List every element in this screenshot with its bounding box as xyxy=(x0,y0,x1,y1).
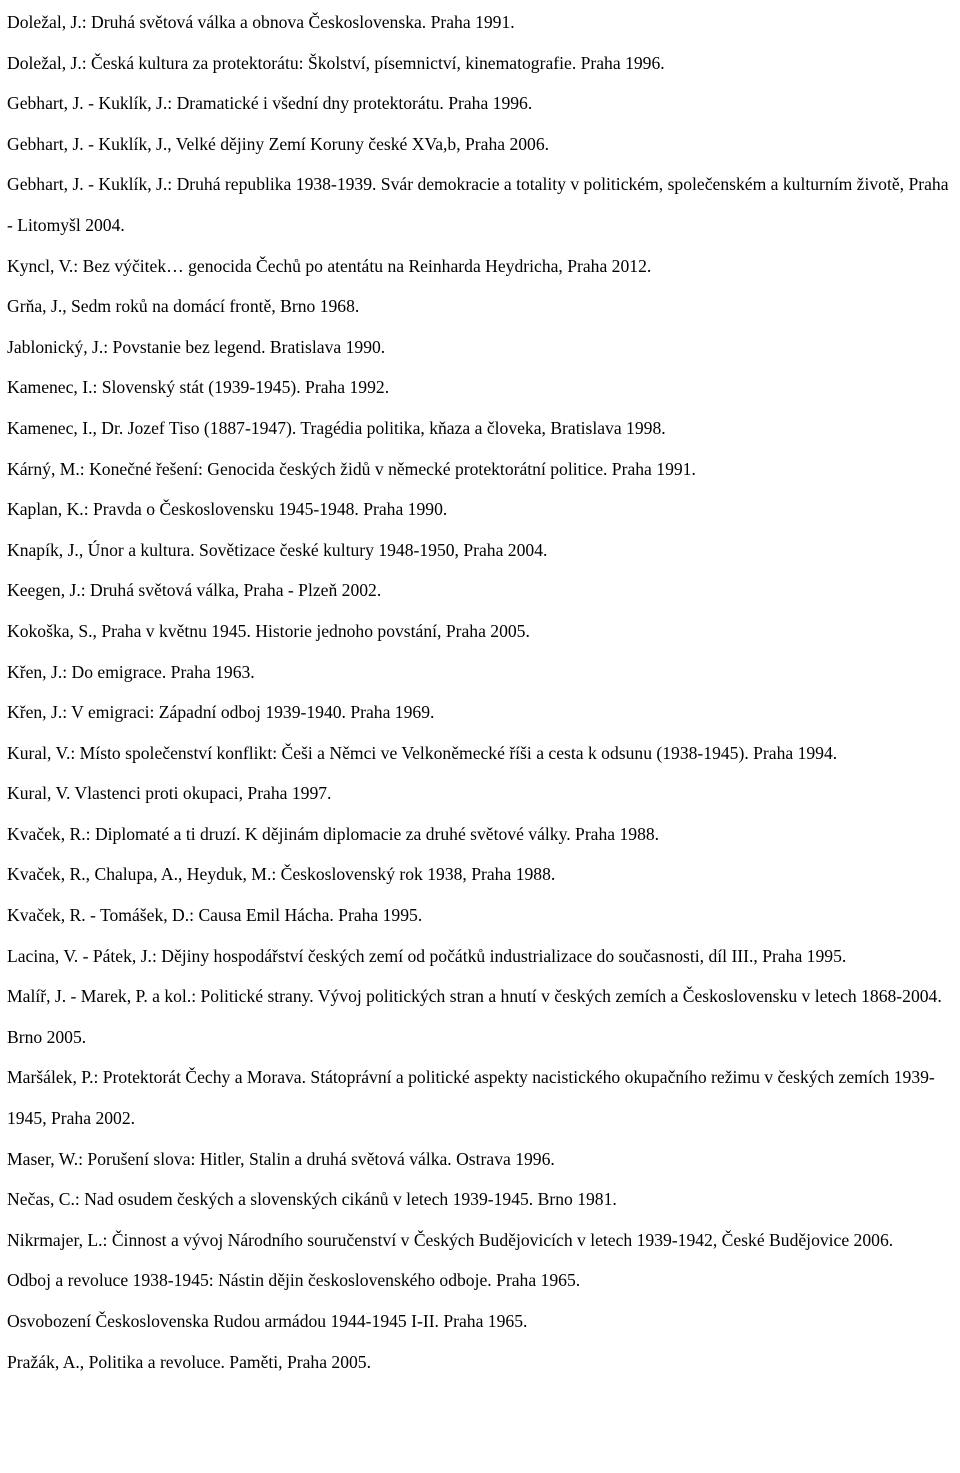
bibliography-entry: Gebhart, J. - Kuklík, J.: Dramatické i všední dny protektorátu. Praha 1996. xyxy=(7,93,533,114)
bibliography-entry: Kamenec, I., Dr. Jozef Tiso (1887-1947). Tragédia politika, kňaza a človeka, Bratislava 1998. xyxy=(7,417,666,438)
bibliography-entry: Kural, V.: Místo společenství konflikt: Češi a Němci ve Velkoněmecké říši a cesta k odsunu (1938-1945). Praha 1994. xyxy=(7,742,838,763)
bibliography-entry: Osvobození Československa Rudou armádou 1944-1945 I-II. Praha 1965. xyxy=(7,1311,528,1331)
bibliography-entry: Kyncl, V.: Bez výčitek… genocida Čechů po atentátu na Reinharda Heydricha, Praha 2012. xyxy=(7,255,652,276)
bibliography-entry: Doležal, J.: Česká kultura za protektorátu: Školství, písemnictví, kinematografie. Praha 1996. xyxy=(7,52,665,73)
bibliography-entry: Lacina, V. - Pátek, J.: Dějiny hospodářství českých zemí od počátků industrializace do současnosti, díl III., Praha 1995. xyxy=(7,945,847,966)
bibliography-entry: Kvaček, R., Chalupa, A., Heyduk, M.: Československý rok 1938, Praha 1988. xyxy=(7,864,556,885)
bibliography-entry: Grňa, J., Sedm roků na domácí frontě, Brno 1968. xyxy=(7,296,360,317)
bibliography-entry: Odboj a revoluce 1938-1945: Nástin dějin československého odboje. Praha 1965. xyxy=(7,1270,581,1291)
bibliography-entry: Pražák, A., Politika a revoluce. Paměti, Praha 2005. xyxy=(7,1351,372,1372)
bibliography-entry: Gebhart, J. - Kuklík, J., Velké dějiny Zemí Koruny české XVa,b, Praha 2006. xyxy=(7,133,550,154)
bibliography-entry: Keegen, J.: Druhá světová válka, Praha - Plzeň 2002. xyxy=(7,580,382,601)
bibliography-entry: Doležal, J.: Druhá světová válka a obnova Československa. Praha 1991. xyxy=(7,12,515,32)
bibliography-entry: Kamenec, I.: Slovenský stát (1939-1945). Praha 1992. xyxy=(7,377,390,398)
bibliography-entry: Knapík, J., Únor a kultura. Sovětizace české kultury 1948-1950, Praha 2004. xyxy=(7,539,548,560)
bibliography-entry: Kural, V. Vlastenci proti okupaci, Praha 1997. xyxy=(7,783,332,804)
bibliography-entry: Kaplan, K.: Pravda o Československu 1945-1948. Praha 1990. xyxy=(7,499,448,520)
bibliography-entry: Malíř, J. - Marek, P. a kol.: Politické strany. Vývoj politických stran a hnutí v českých zemích a Československu v letech 1868-2004. Brno 2005. xyxy=(7,986,942,1047)
bibliography-entry: Jablonický, J.: Povstanie bez legend. Bratislava 1990. xyxy=(7,336,386,357)
bibliography-entry: Křen, J.: V emigraci: Západní odboj 1939-1940. Praha 1969. xyxy=(7,702,435,723)
bibliography-entry: Nikrmajer, L.: Činnost a vývoj Národního souručenství v Českých Budějovicích v letech 1939-1942, České Budějovice 2006. xyxy=(7,1229,894,1250)
bibliography-entry: Křen, J.: Do emigrace. Praha 1963. xyxy=(7,661,255,682)
bibliography-entry: Kvaček, R.: Diplomaté a ti druzí. K dějinám diplomacie za druhé světové války. Praha 1988. xyxy=(7,823,660,844)
bibliography-entry: Kokoška, S., Praha v květnu 1945. Historie jednoho povstání, Praha 2005. xyxy=(7,620,530,641)
bibliography-list xyxy=(7,2,955,1382)
bibliography-entry: Maser, W.: Porušení slova: Hitler, Stalin a druhá světová válka. Ostrava 1996. xyxy=(7,1148,555,1169)
bibliography-entry: Nečas, C.: Nad osudem českých a slovenských cikánů v letech 1939-1945. Brno 1981. xyxy=(7,1189,617,1210)
bibliography-entry: Kárný, M.: Konečné řešení: Genocida českých židů v německé protektorátní politice. Praha 1991. xyxy=(7,458,696,479)
bibliography-entry: Maršálek, P.: Protektorát Čechy a Morava. Státoprávní a politické aspekty nacistického okupačního režimu v českých zemích 1939-1945, Praha 2002. xyxy=(7,1067,935,1129)
bibliography-entry: Gebhart, J. - Kuklík, J.: Druhá republika 1938-1939. Svár demokracie a totality v politickém, společenském a kulturním životě, Praha - Litomyšl 2004. xyxy=(7,174,949,235)
bibliography-entry: Kvaček, R. - Tomášek, D.: Causa Emil Hácha. Praha 1995. xyxy=(7,905,423,926)
